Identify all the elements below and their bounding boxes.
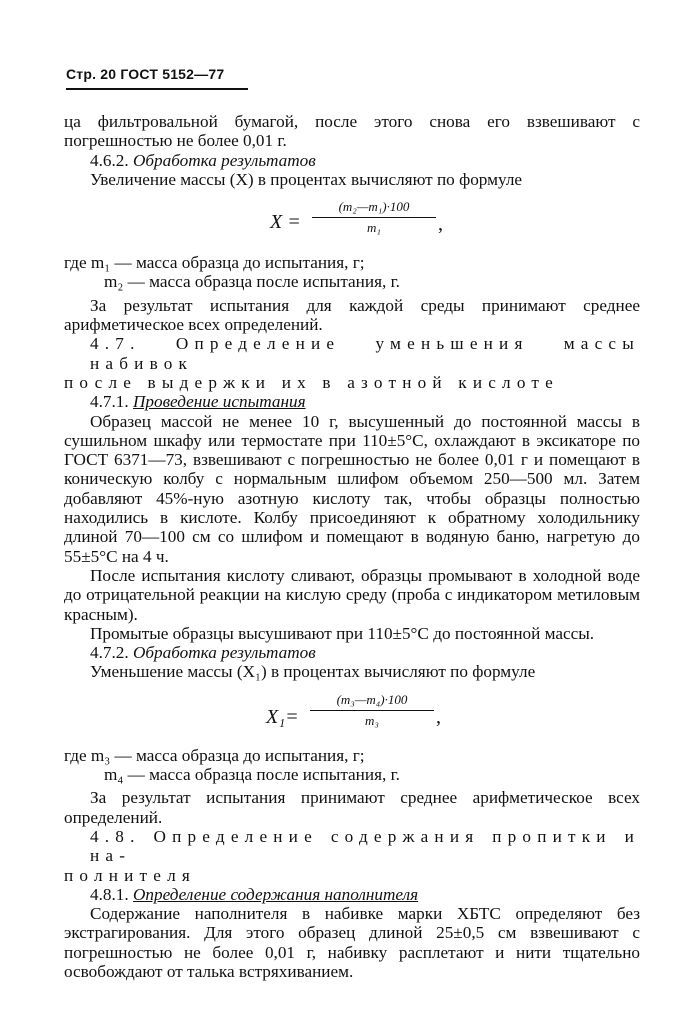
variable-definition: где m₃ — масса образца до испытания, г; — [64, 745, 365, 765]
formula-comma: , — [436, 705, 441, 728]
formula-lhs: X₁= — [266, 705, 299, 728]
formula-denominator: m₁ — [367, 220, 381, 236]
section-4-7-heading-line1: 4.7. Определение уменьшения массы набивок — [90, 334, 640, 373]
section-4-7-heading-line2: после выдержки их в азотной кислоте — [64, 372, 559, 392]
header-rule — [66, 88, 248, 90]
paragraph-continuation: ца фильтровальной бумагой, после этого снова его взвешивают с погрешностью не более 0,01 г. — [64, 112, 640, 151]
section-number: 4.6.2. — [90, 150, 129, 170]
formula-intro: Уменьшение массы (X₁) в процентах вычисляют по формуле — [90, 662, 536, 682]
paragraph: За результат испытания принимают среднее арифметическое всех определений. — [64, 788, 640, 827]
section-title: Обработка результатов — [132, 150, 316, 170]
fraction-bar — [312, 217, 436, 218]
section-4-8-1-heading — [90, 885, 640, 904]
formula-numerator: (m₂—m₁)·100 — [338, 199, 410, 215]
section-4-8-heading-line2: полнителя — [64, 865, 196, 885]
formula-fraction — [310, 692, 434, 729]
section-title: Определение содержания наполнителя — [132, 884, 419, 904]
section-4-8-heading-line1: 4.8. Определение содержания пропитки и на- — [90, 826, 640, 866]
variable-definition: m₂ — масса образца после испытания, г. — [104, 272, 400, 292]
section-4-7-1-heading — [90, 392, 640, 411]
document-body — [64, 112, 640, 981]
fraction-bar — [310, 710, 434, 711]
section-number: 4.7.2. — [90, 643, 129, 663]
formula-comma: , — [438, 213, 443, 236]
paragraph: Содержание наполнителя в набивке марки ХБТС определяют без экстрагирования. Для этого образец длиной 25±0,5 см взвешивают с погрешностью не более 0,01 г, набивку расплетают и нити тщательно освобождают от талька встряхиванием. — [64, 904, 640, 981]
paragraph: Образец массой не менее 10 г, высушенный до постоянной массы в сушильном шкафу или термостате при 110±5°С, охлаждают в эксикаторе по ГОСТ 6371—73, взвешивают с погрешностью не более 0,01 г и помещают в коническую колбу с нормальным шлифом объемом 250—500 мл. Затем добавляют 45%-ную азотную кислоту так, чтобы образцы полностью находились в кислоте. Колбу присоединяют к обратному холодильнику длиной 70—100 см со шлифом и помещают в водяную баню, нагретую до 55±5°С на 4 ч. — [64, 411, 640, 566]
formula-fraction — [312, 199, 436, 236]
variable-definition: m₄ — масса образца после испытания, г. — [104, 765, 400, 785]
variable-definition: где m₁ — масса образца до испытания, г; — [64, 253, 365, 273]
paragraph: За результат испытания для каждой среды принимают среднее арифметическое всех определений. — [64, 295, 640, 335]
formula-denominator: m₃ — [365, 712, 379, 728]
section-title: Проведение испытания — [132, 392, 306, 412]
section-number: 4.8.1. — [90, 884, 129, 904]
formula-numerator: (m₃—m₄)·100 — [336, 691, 408, 707]
section-title: Обработка результатов — [132, 643, 316, 663]
section-4-6-2-heading — [90, 151, 640, 170]
formula-intro: Увеличение массы (X) в процентах вычисляют по формуле — [90, 169, 523, 189]
section-number: 4.7.1. — [90, 392, 129, 412]
formula-mass-increase — [64, 193, 640, 251]
formula-lhs: X = — [270, 211, 301, 234]
paragraph: После испытания кислоту сливают, образцы промывают в холодной воде до отрицательной реакции на кислую среду (проба с индикатором метиловым красным). — [64, 565, 640, 624]
section-4-7-2-heading — [90, 643, 640, 662]
page-header: Стр. 20 ГОСТ 5152—77 — [66, 66, 225, 82]
formula-mass-decrease — [64, 686, 640, 744]
paragraph: Промытые образцы высушивают при 110±5°С до постоянной массы. — [90, 623, 595, 643]
